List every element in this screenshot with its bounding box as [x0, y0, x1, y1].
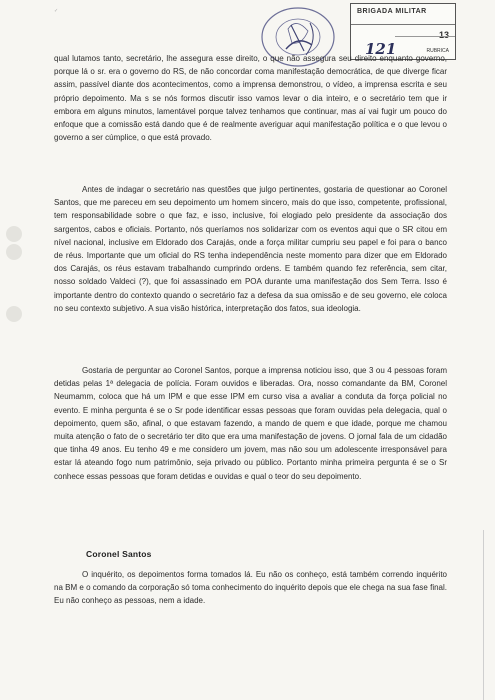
speaker-name: Coronel Santos	[86, 549, 152, 559]
stamp-page-number: 121	[365, 40, 397, 58]
punch-hole	[6, 306, 22, 322]
paragraph-1: qual lutamos tanto, secretário, lhe assegura esse direito, o que não assegura seu direito enquanto governo, porque lá o sr. era o governo do RS, de não concordar coma manifestação democrática, de que diverge ficar assim, passível diante dos acontecimentos, como a imprensa demonstrou, o vídeo, a imprensa escrita e seu próprio depoimento. Ma s se nós formos discutir isso vamos levar o dia inteiro, e o secretário tem que ir embora em alguns minutos, lamentável porque talvez tenhamos que continuar, mas aí vai fugir um pouco do enfoque que a comissão está dando que é de realmente averiguar aqui manifestação política e o que levou o governo a ser cúmplice, o que está provado.	[54, 54, 447, 143]
paragraph-3: Gostaria de perguntar ao Coronel Santos, porque a imprensa noticiou isso, que 3 ou 4 pessoas foram detidas pelas 1ª delegacia de polícia. Foram ouvidos e liberadas. Ora, nosso comandante da BM, Coronel Neumamm, coloca que há um IPM e que esse IPM em curso visa a avaliar a conduta da força policial no evento. E minha pergunta é se o Sr pode identificar essas pessoas que foram ouvidas pela delegacia, qual o depoimento, quem são, afinal, o que estavam fazendo, a mando de quem e que idade, porque me chamou muita atenção o fato de o secretário ter dito que era uma manifestação de jovens. O jornal fala de um cidadão que tinha 49 anos. Eu tenho 49 e me considero um jovem, mas não sou um adolescente irresponsável para estar lá ateando fogo num patrimônio, seja privado ou público. Portanto minha primeira pergunta é se o Sr conhece essas pessoas que foram detidas e ouvidas e qual o teor do seu depoimento.	[54, 366, 447, 481]
punch-hole	[6, 244, 22, 260]
stamp-title: BRIGADA MILITAR	[357, 8, 427, 15]
stamp-sheet-number: 13	[438, 30, 449, 40]
paragraph-2: Antes de indagar o secretário nas questões que julgo pertinentes, gostaria de questionar ao Coronel Santos, que me pareceu em seu depoimento um homem sincero, mais do que isso, competente, profissional, tem responsabilidade sobre o que faz, e isso, inclusive, foi elogiado pelo presidente da associação dos sargentos, cabos e oficiais. Portanto, nós queríamos nos solidarizar com os eventos aqui que o SR citou em nível nacional, inclusive em Eldorado dos Carajás, onde a força militar cumpriu seu papel e foi para o banco de réus. Importante que um oficial do RS tenha independência neste momento para dizer que em Eldorado dos Carajás, os réus estavam trabalhando cumprindo ordens. E também quando fez referência, sem citar, nosso soldado Valdeci (?), que foi assassinado em POA durante uma manifestação dos Sem Terra. Isso é importante dentro do contexto quando o secretário faz a defesa da sua omissão e de seu governo, ele coloca no seu contexto subjetivo. A sua visão histórica, interpretação dos fatos, sua ideologia.	[54, 185, 447, 313]
corner-mark: ✓	[54, 8, 59, 14]
punch-hole	[6, 226, 22, 242]
paragraph-4: O inquérito, os depoimentos forma tomados lá. Eu não os conheço, está também correndo inquérito na BM e o comando da corporação só toma conhecimento do inquérito depois que ele chega na sua fase final. Eu não conheço as pessoas, nem a idade.	[54, 570, 447, 606]
stamp-rubrica-label: RUBRICA	[426, 48, 449, 54]
page-edge-line	[483, 530, 484, 700]
